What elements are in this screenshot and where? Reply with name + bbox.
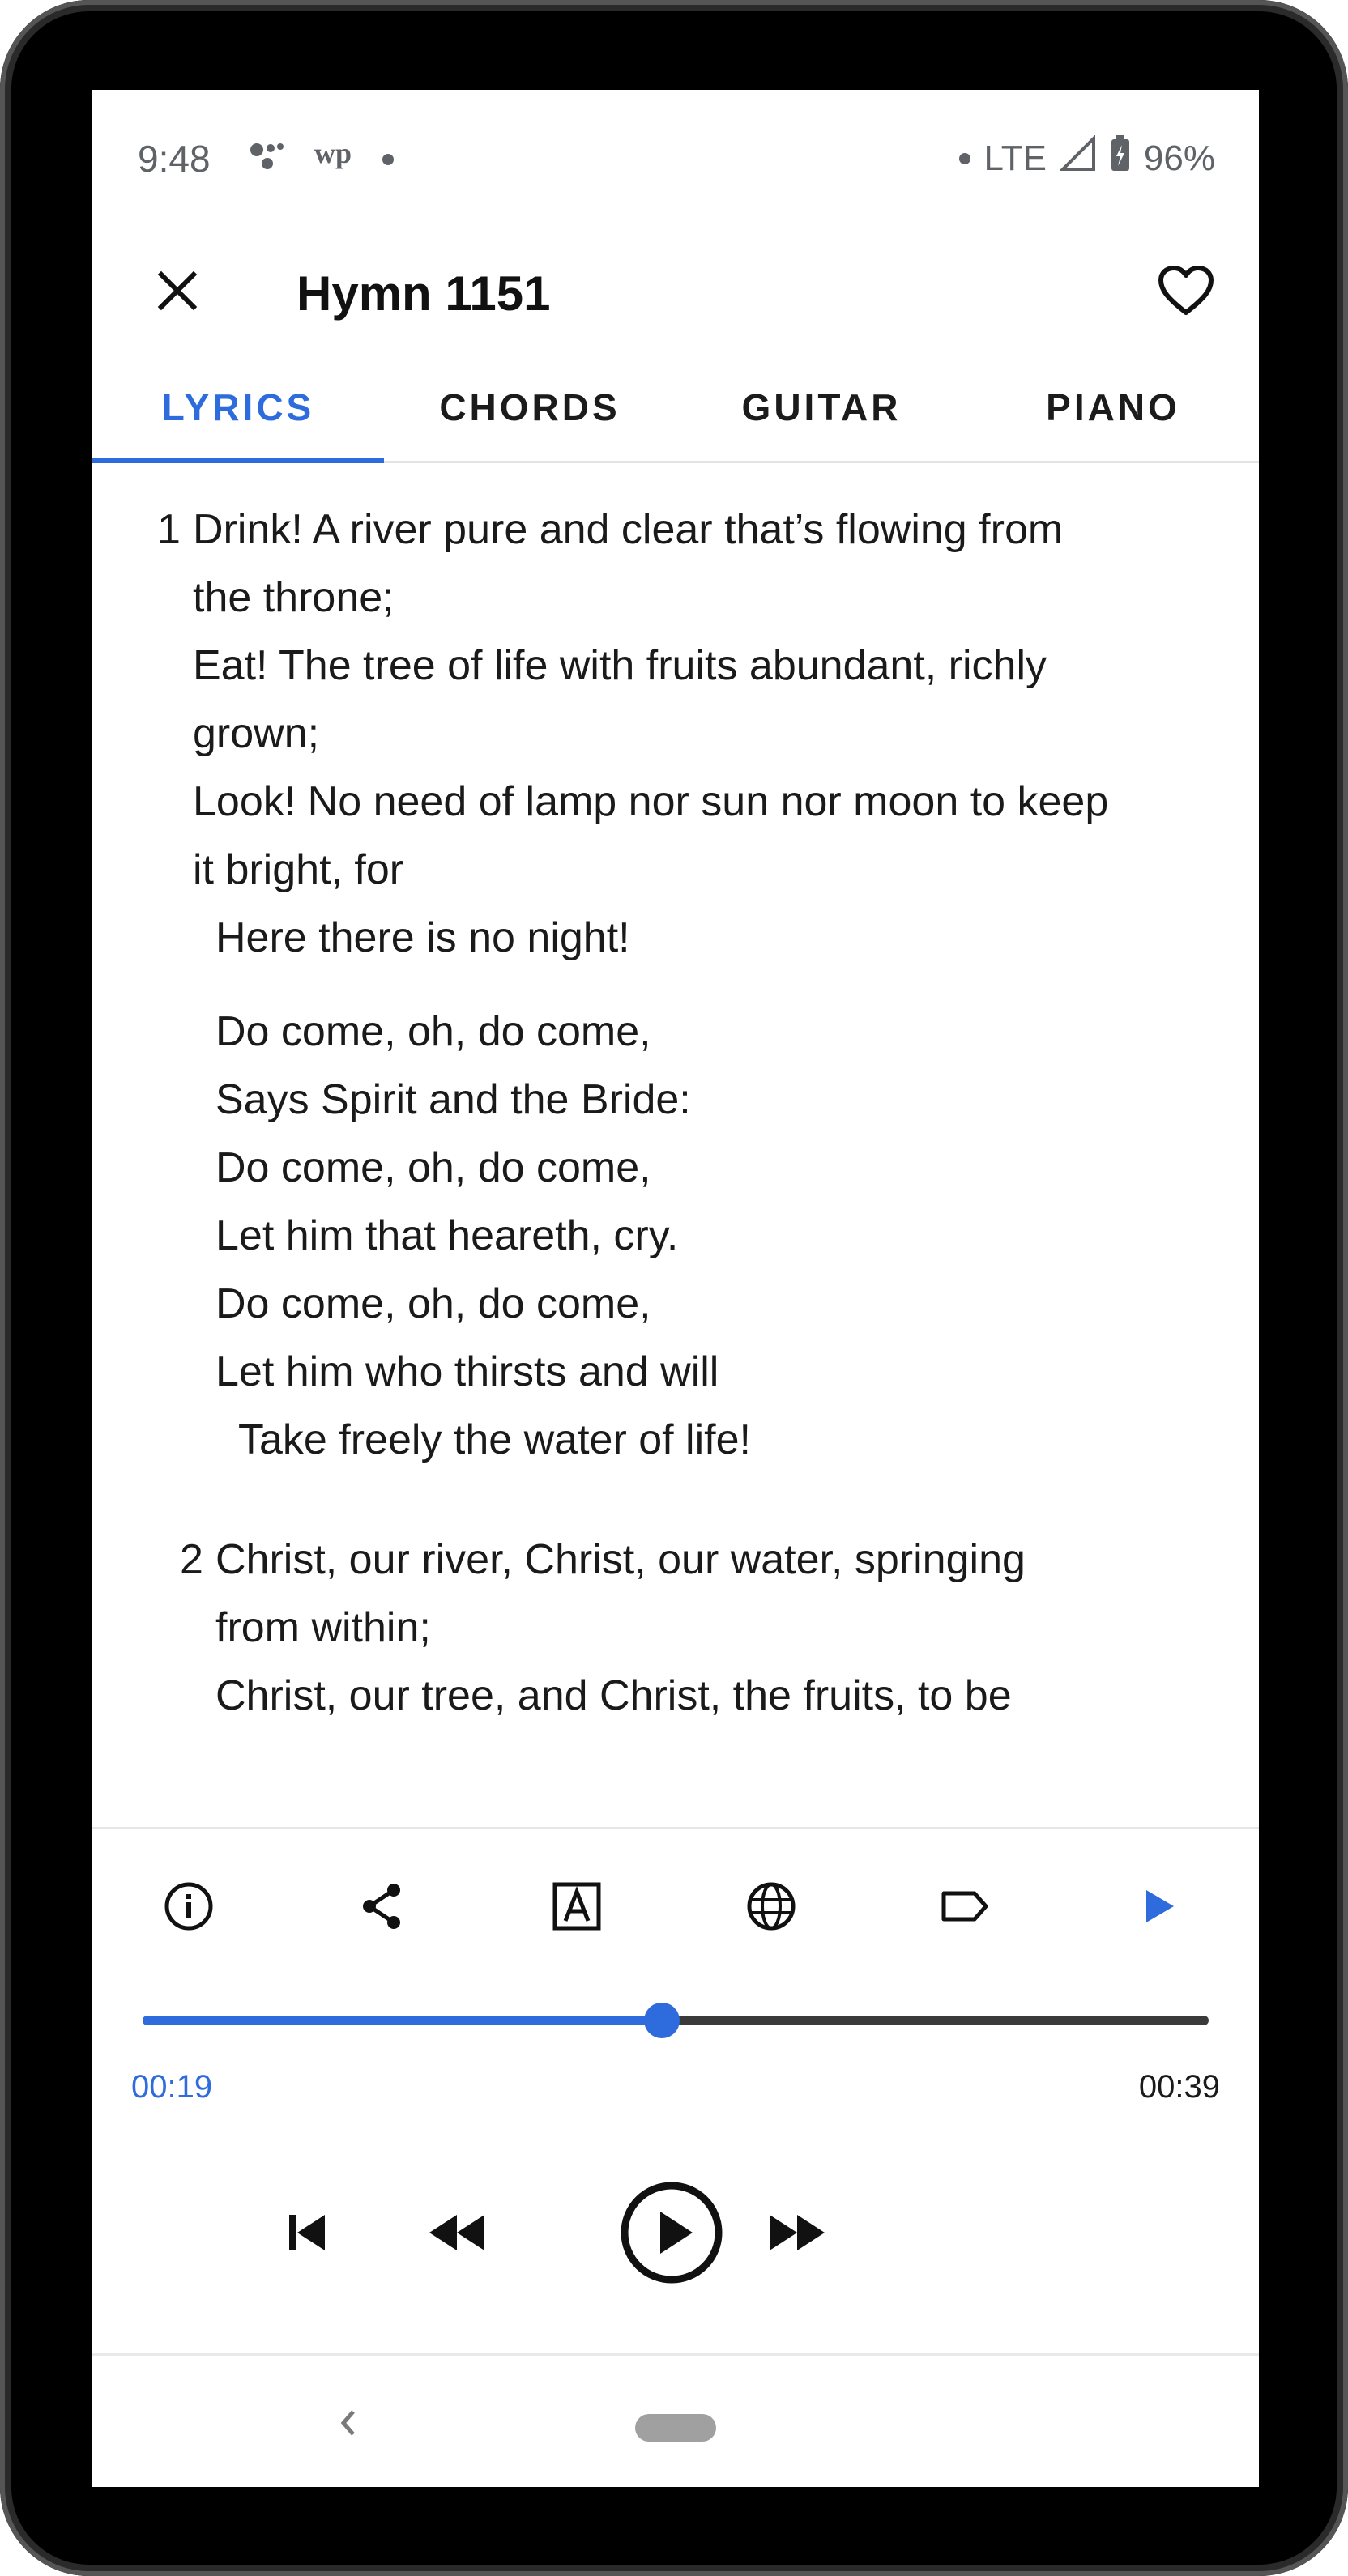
- battery-percent: 96%: [1143, 138, 1215, 178]
- notification-dot-icon: [382, 154, 394, 165]
- battery-icon: [1110, 135, 1131, 181]
- heart-outline-icon: [1158, 266, 1214, 321]
- tab-bar: [92, 353, 1259, 463]
- stanza-number: 1: [157, 506, 181, 553]
- info-icon: [163, 1880, 215, 1936]
- current-time: 00:19: [131, 2069, 213, 2105]
- language-globe-icon: [745, 1880, 797, 1936]
- label-tag-icon: [939, 1880, 991, 1936]
- status-right: [959, 135, 1215, 181]
- tab-guitar[interactable]: GUITAR: [741, 385, 902, 428]
- chorus-line: Take freely the water of life!: [238, 1416, 751, 1463]
- screen: [92, 90, 1259, 2487]
- tab-piano[interactable]: PIANO: [1046, 385, 1180, 428]
- lyric-line: Christ, our tree, and Christ, the fruits, to be: [215, 1672, 1012, 1719]
- player-controls: [92, 2169, 1259, 2299]
- skip-previous-button[interactable]: [271, 2198, 343, 2271]
- language-button[interactable]: [735, 1871, 808, 1944]
- fast-forward-button[interactable]: [757, 2198, 838, 2271]
- system-nav-bar: [92, 2353, 1259, 2487]
- network-type: LTE: [983, 138, 1047, 178]
- share-button[interactable]: [346, 1871, 419, 1944]
- play-audio-button[interactable]: [1123, 1871, 1196, 1944]
- skip-previous-icon: [284, 2210, 330, 2259]
- duration-time: 00:39: [1138, 2069, 1220, 2105]
- page-title: Hymn 1151: [296, 266, 551, 321]
- chorus-line: Do come, oh, do come,: [215, 1008, 651, 1055]
- svg-text:wp: wp: [314, 137, 352, 169]
- font-size-icon: [551, 1880, 603, 1936]
- assistant-dots-icon: [250, 139, 290, 180]
- close-icon: [155, 268, 200, 317]
- lyric-line: Drink! A river pure and clear that’s flowing from: [193, 506, 1064, 553]
- lyric-line: Eat! The tree of life with fruits abundant, richly: [193, 642, 1047, 689]
- rewind-button[interactable]: [416, 2198, 497, 2271]
- lyric-line: Christ, our river, Christ, our water, springing: [215, 1536, 1026, 1583]
- nav-home-pill[interactable]: [635, 2414, 716, 2442]
- status-left-icons: [250, 137, 394, 182]
- app-bar: [92, 224, 1259, 353]
- seek-thumb[interactable]: [644, 2003, 680, 2038]
- chorus-line: Says Spirit and the Bride:: [215, 1076, 691, 1123]
- lyrics-content: [92, 463, 1259, 1921]
- status-dot-icon: [959, 153, 970, 164]
- signal-icon: [1060, 135, 1097, 181]
- font-size-button[interactable]: [540, 1871, 613, 1944]
- fast-forward-icon: [766, 2210, 828, 2259]
- seek-progress: [143, 2016, 662, 2025]
- play-arrow-icon: [1141, 1887, 1177, 1930]
- info-button[interactable]: [152, 1871, 225, 1944]
- lyric-line: grown;: [193, 710, 320, 757]
- lyric-line: the throne;: [193, 574, 395, 621]
- chorus-line: Do come, oh, do come,: [215, 1280, 651, 1327]
- nav-back-button[interactable]: [319, 2396, 376, 2453]
- share-icon: [356, 1880, 408, 1936]
- tab-chords[interactable]: CHORDS: [439, 385, 621, 428]
- rewind-icon: [426, 2210, 488, 2259]
- tab-lyrics[interactable]: LYRICS: [92, 353, 384, 461]
- stanza-number: 2: [180, 1536, 203, 1583]
- play-circle-icon: [620, 2181, 723, 2289]
- favorite-button[interactable]: [1145, 253, 1226, 334]
- chorus-line: Do come, oh, do come,: [215, 1144, 651, 1191]
- status-bar: [92, 90, 1259, 224]
- chevron-left-icon: [335, 2407, 360, 2443]
- play-button[interactable]: [619, 2182, 724, 2287]
- status-time: 9:48: [138, 138, 211, 180]
- wp-news-icon: [313, 137, 360, 182]
- close-button[interactable]: [141, 256, 214, 329]
- seek-bar[interactable]: [143, 2016, 1209, 2025]
- action-toolbar: [92, 1871, 1259, 1952]
- lyric-line: it bright, for: [193, 846, 404, 893]
- chorus-line: Let him who thirsts and will: [215, 1348, 719, 1395]
- lyric-line: Here there is no night!: [215, 914, 630, 961]
- lyric-line: from within;: [215, 1604, 431, 1651]
- lyric-line: Look! No need of lamp nor sun nor moon to keep: [193, 778, 1109, 825]
- chorus-line: Let him that heareth, cry.: [215, 1212, 679, 1259]
- label-button[interactable]: [928, 1871, 1001, 1944]
